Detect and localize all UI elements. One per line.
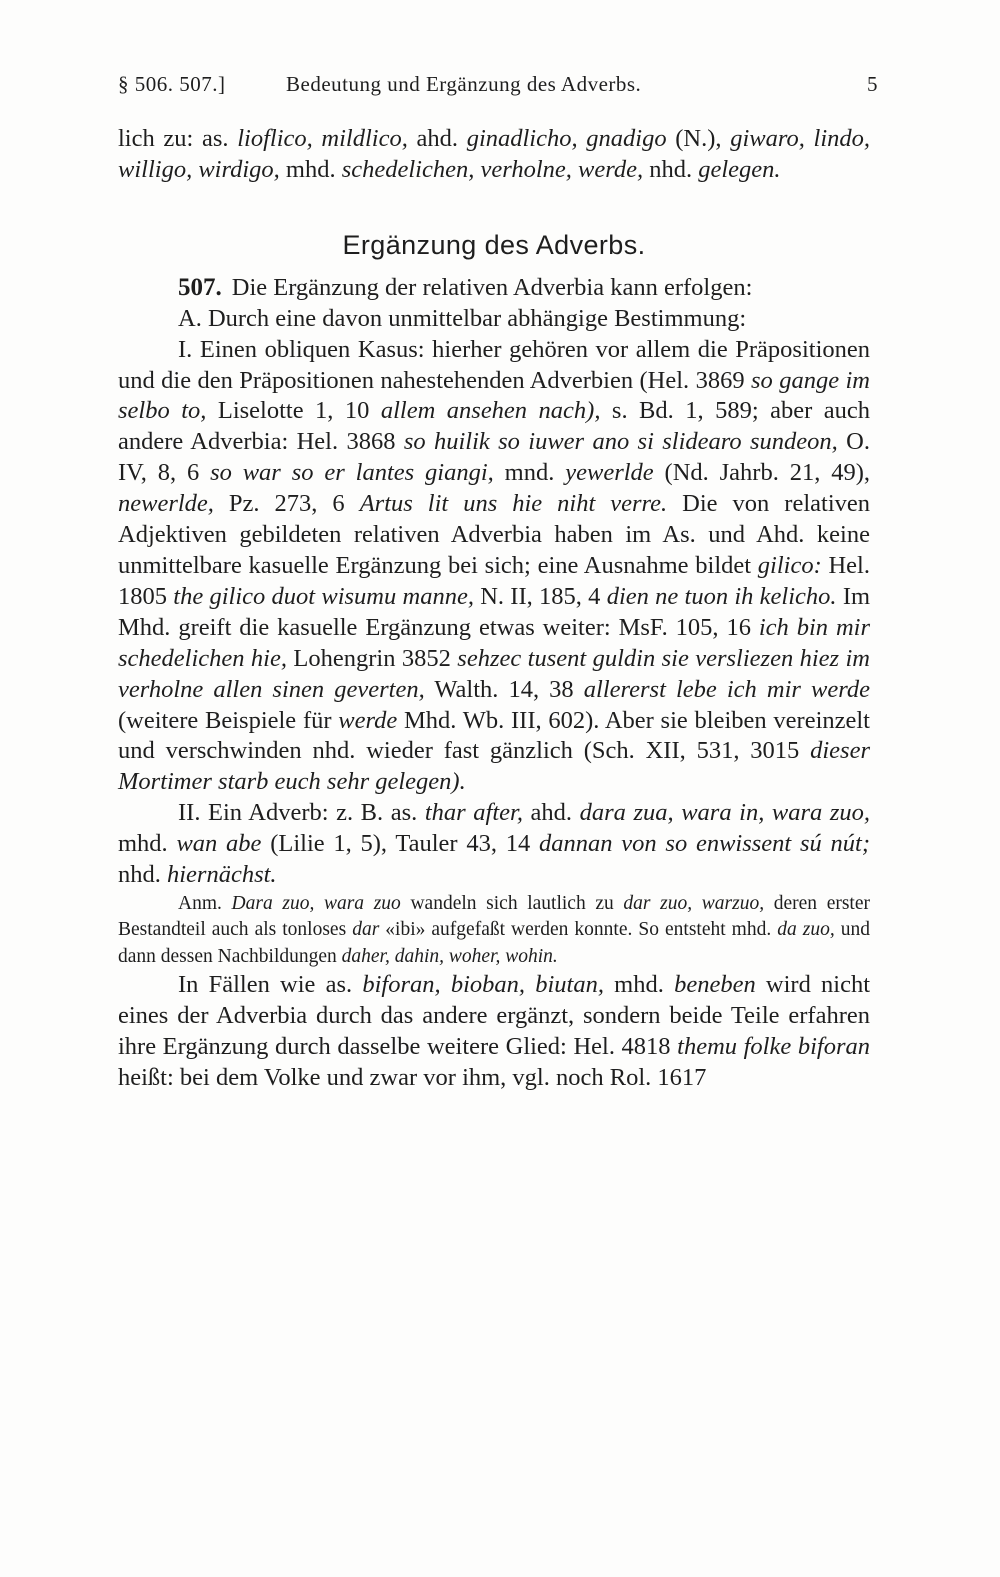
text-run: mhd. [603, 970, 675, 998]
text-run: nhd. [118, 861, 167, 889]
italic-citation: dannan von so enwissent sú nút; [539, 830, 871, 858]
italic-citation: Dara zuo, wara zuo [231, 892, 401, 914]
main-text [118, 124, 870, 1093]
text-run: s. Bd. 1, 589; aber auch andere Adverbia: Hel. 3868 [118, 397, 871, 456]
italic-citation: dara zua, wara in, wara zuo, [579, 799, 871, 827]
text-run: mhd. [279, 155, 342, 183]
text-run: Walth. 14, 38 [424, 675, 584, 703]
text-run: wandeln sich lautlich zu [400, 892, 624, 914]
page-number: 5 [867, 72, 878, 96]
text-run: In Fällen wie as. [178, 970, 363, 998]
text-run: N. II, 185, 4 [473, 582, 607, 610]
italic-citation: allererst lebe ich mir werde [583, 675, 870, 703]
text-run: O. IV, 8, 6 [118, 428, 870, 487]
italic-citation: dien ne tuon ih kelicho. [606, 582, 837, 610]
section-number: 507. [178, 273, 222, 301]
text-run: II. Ein Adverb: z. B. as. [178, 799, 425, 827]
italic-citation: da zuo, [777, 919, 835, 941]
italic-citation: dieser Mortimer starb euch sehr gelegen). [118, 737, 870, 796]
text-run: (N.), [666, 125, 731, 152]
final-paragraph [118, 970, 870, 1094]
text-run: wird nicht eines der Adverbia durch das andere ergänzt, sondern beide Teile erfahren ihre Ergänzung durch dasselbe weitere Glied: Hel. 4818 [118, 970, 871, 1060]
section-reference: § 506. 507.] [118, 72, 226, 96]
italic-citation: biforan, bioban, biutan, [362, 970, 604, 998]
italic-citation: sehzec tusent guldin sie versliezen hiez im verholne allen sinen geverten, [118, 644, 870, 703]
italic-citation: daher, dahin, woher, wohin. [341, 945, 558, 967]
italic-citation: hiernächst. [167, 861, 277, 889]
point-ii [118, 798, 870, 891]
text-run: ahd. [407, 125, 467, 152]
text-run: heißt: bei dem Volke und zwar vor ihm, vgl. noch Rol. 1617 [118, 1063, 707, 1091]
italic-citation: gilico: [757, 551, 822, 579]
italic-citation: newerlde, [118, 490, 214, 518]
text-run: (Nd. Jahrb. 21, 49), [653, 459, 870, 487]
annotation-note [118, 891, 870, 970]
text-run: Pz. 273, 6 [213, 490, 360, 518]
italic-citation: lioflico, mildlico, [237, 125, 408, 152]
italic-citation: the gilico duot wisumu manne, [173, 582, 474, 610]
text-run: Die von relativen Adjektiven gebildeten relativen Adverbia haben im As. und Ahd. keine unmittelbare kasuelle Ergänzung bei sich; eine Ausnahme bildet [118, 490, 871, 579]
text-run: Liselotte 1, 10 [206, 397, 381, 425]
point-i [118, 335, 870, 799]
italic-citation: dar [352, 919, 380, 941]
text-run: Anm. [178, 892, 232, 914]
text-run: Hel. 1805 [118, 551, 870, 610]
italic-citation: dar zuo, warzuo, [623, 892, 765, 914]
section-heading: Ergänzung des Adverbs. [342, 229, 646, 260]
text-run: mhd. [118, 830, 177, 858]
italic-citation: Artus lit uns hie niht verre. [359, 490, 668, 518]
section-intro: Die Ergänzung der relativen Adverbia kann erfolgen: [231, 273, 753, 301]
italic-citation: so huilik so iuwer ano si slidearo sundeon, [403, 428, 838, 456]
text-run: lich zu: as. [118, 125, 238, 152]
italic-citation: allem ansehen nach), [380, 397, 601, 425]
text-run: deren erster Bestandteil auch als tonloses [118, 892, 871, 941]
italic-citation: werde [338, 706, 398, 734]
text-run: ahd. [522, 799, 580, 827]
italic-citation: themu folke biforan [677, 1032, 870, 1060]
italic-citation: gelegen. [698, 155, 781, 183]
text-run: (Lilie 1, 5), Tauler 43, 14 [261, 830, 540, 858]
italic-citation: so war so er lantes giangi, [210, 459, 494, 487]
italic-citation: so gange im selbo to, [118, 366, 870, 425]
italic-citation: yewerlde [565, 459, 654, 487]
italic-citation: schedelichen, verholne, werde, [341, 155, 644, 183]
text-run: (weitere Beispiele für [118, 706, 339, 734]
italic-citation: ginadlicho, gnadigo [466, 125, 667, 152]
italic-citation: wan abe [176, 830, 262, 858]
running-title: Bedeutung und Ergänzung des Adverbs. [286, 72, 642, 96]
text-run: mnd. [493, 459, 566, 487]
text-run: I. Einen obliquen Kasus: hierher gehören vor allem die Präpositionen und die den Präpositionen nahestehenden Adverbien (Hel. 3869 [118, 335, 870, 394]
text-run: Lohengrin 3852 [287, 644, 458, 672]
italic-citation: ich bin mir schedelichen hie, [118, 613, 870, 672]
text-run: Mhd. Wb. III, 602). Aber sie bleiben vereinzelt und verschwinden nhd. wieder fast gänzlich (Sch. XII, 531, 3015 [118, 706, 870, 765]
text-run: und dann dessen Nachbildungen [118, 919, 870, 967]
section-paragraph [118, 273, 870, 304]
text-run: nhd. [643, 155, 699, 183]
paragraph-continuation [118, 124, 870, 186]
italic-citation: giwaro, lindo, willigo, wirdigo, [118, 125, 871, 183]
italic-citation: beneben [674, 970, 756, 998]
italic-citation: thar after, [424, 799, 523, 827]
text-run: Im Mhd. greift die kasuelle Ergänzung etwas weiter: MsF. 105, 16 [118, 582, 871, 641]
point-a: A. Durch eine davon unmittelbar abhängige Bestimmung: [178, 304, 747, 332]
text-run: «ibi» aufgefaßt werden konnte. So entsteht mhd. [379, 919, 778, 941]
